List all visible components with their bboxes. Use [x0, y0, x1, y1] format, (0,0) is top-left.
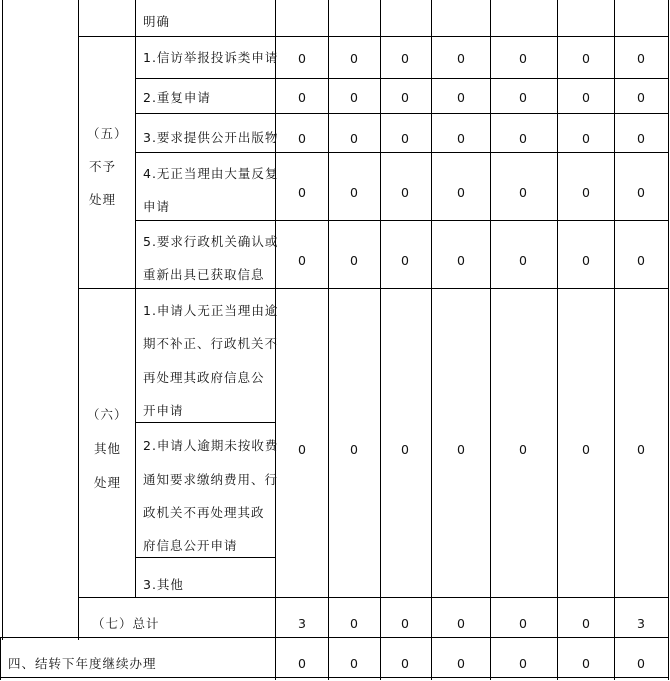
section-label: （五） — [87, 126, 128, 141]
value-cell: 0 — [519, 131, 527, 146]
item-line: 府信息公开申请 — [143, 538, 238, 553]
value-cell: 0 — [401, 185, 409, 200]
value-cell: 0 — [350, 616, 358, 631]
value-cell: 0 — [401, 90, 409, 105]
row-label: 2.重复申请 — [143, 90, 211, 105]
value-cell: 0 — [350, 131, 358, 146]
value-cell: 0 — [401, 253, 409, 268]
value-cell: 0 — [637, 51, 645, 66]
value-cell: 0 — [519, 616, 527, 631]
row-label: 1.信访举报投诉类申请 — [143, 50, 279, 65]
value-cell: 0 — [582, 131, 590, 146]
value-cell: 0 — [637, 185, 645, 200]
value-cell: 0 — [582, 656, 590, 671]
value-cell: 0 — [457, 442, 465, 457]
row-text: 明确 — [143, 14, 171, 29]
value-cell: 0 — [457, 185, 465, 200]
value-cell: 0 — [457, 90, 465, 105]
value-cell: 0 — [401, 51, 409, 66]
value-cell: 0 — [519, 253, 527, 268]
grid-line — [380, 0, 381, 680]
value-cell: 0 — [298, 253, 306, 268]
item-line: 3.其他 — [143, 577, 184, 592]
grid-line — [135, 78, 669, 79]
grid-line — [135, 0, 136, 597]
value-cell: 0 — [401, 131, 409, 146]
value-cell: 0 — [457, 616, 465, 631]
value-cell: 0 — [401, 616, 409, 631]
item-line: 开申请 — [143, 403, 184, 418]
row-label: 5.要求行政机关确认或 — [143, 234, 279, 249]
grid-line — [490, 0, 491, 680]
value-cell: 0 — [298, 185, 306, 200]
grid-line — [2, 0, 3, 640]
section-label: （六） — [87, 407, 128, 422]
item-line: 通知要求缴纳费用、行 — [143, 472, 279, 487]
value-cell: 0 — [582, 442, 590, 457]
row-label: 3.要求提供公开出版物 — [143, 130, 279, 145]
value-cell: 0 — [457, 131, 465, 146]
value-cell: 0 — [457, 253, 465, 268]
value-cell: 0 — [582, 51, 590, 66]
value-cell: 0 — [637, 442, 645, 457]
grid-line — [135, 113, 669, 114]
value-cell: 0 — [457, 656, 465, 671]
value-cell: 0 — [582, 90, 590, 105]
carry-label: 四、结转下年度继续办理 — [8, 656, 157, 671]
value-cell: 0 — [350, 51, 358, 66]
value-cell: 0 — [637, 131, 645, 146]
value-cell: 0 — [401, 442, 409, 457]
grid-line — [431, 0, 432, 680]
value-cell: 0 — [298, 51, 306, 66]
value-cell: 0 — [298, 442, 306, 457]
value-cell: 0 — [637, 253, 645, 268]
value-cell: 0 — [582, 185, 590, 200]
value-cell: 0 — [401, 656, 409, 671]
value-cell: 0 — [582, 253, 590, 268]
value-cell: 0 — [350, 253, 358, 268]
value-cell: 0 — [298, 656, 306, 671]
grid-line — [0, 637, 1, 680]
value-cell: 0 — [582, 616, 590, 631]
value-cell: 0 — [519, 51, 527, 66]
value-cell: 0 — [519, 656, 527, 671]
grid-line — [135, 220, 669, 221]
total-label: （七）总计 — [92, 616, 160, 631]
grid-line — [614, 0, 615, 680]
value-cell: 0 — [519, 442, 527, 457]
item-line: 再处理其政府信息公 — [143, 370, 265, 385]
item-line: 2.申请人逾期未按收费 — [143, 438, 279, 453]
value-cell: 0 — [298, 90, 306, 105]
value-cell: 0 — [298, 131, 306, 146]
value-cell: 3 — [637, 616, 645, 631]
section-name: 其他 — [94, 441, 122, 456]
section-name: 处理 — [94, 475, 122, 490]
value-cell: 3 — [298, 616, 306, 631]
grid-line — [328, 0, 329, 680]
value-cell: 0 — [350, 185, 358, 200]
value-cell: 0 — [519, 90, 527, 105]
item-line: 1.申请人无正当理由逾 — [143, 303, 279, 318]
value-cell: 0 — [519, 185, 527, 200]
value-cell: 0 — [457, 51, 465, 66]
section-name: 不予 — [89, 159, 117, 174]
row-label: 4.无正当理由大量反复 — [143, 166, 279, 181]
row-label: 重新出具已获取信息 — [143, 267, 265, 282]
grid-line — [668, 0, 669, 680]
value-cell: 0 — [637, 90, 645, 105]
item-line: 期不补正、行政机关不 — [143, 336, 279, 351]
grid-line — [78, 0, 79, 640]
section-name: 处理 — [89, 192, 117, 207]
value-cell: 0 — [350, 90, 358, 105]
value-cell: 0 — [350, 656, 358, 671]
value-cell: 0 — [637, 656, 645, 671]
grid-line — [557, 0, 558, 680]
item-line: 政机关不再处理其政 — [143, 505, 265, 520]
value-cell: 0 — [350, 442, 358, 457]
row-label: 申请 — [143, 199, 171, 214]
